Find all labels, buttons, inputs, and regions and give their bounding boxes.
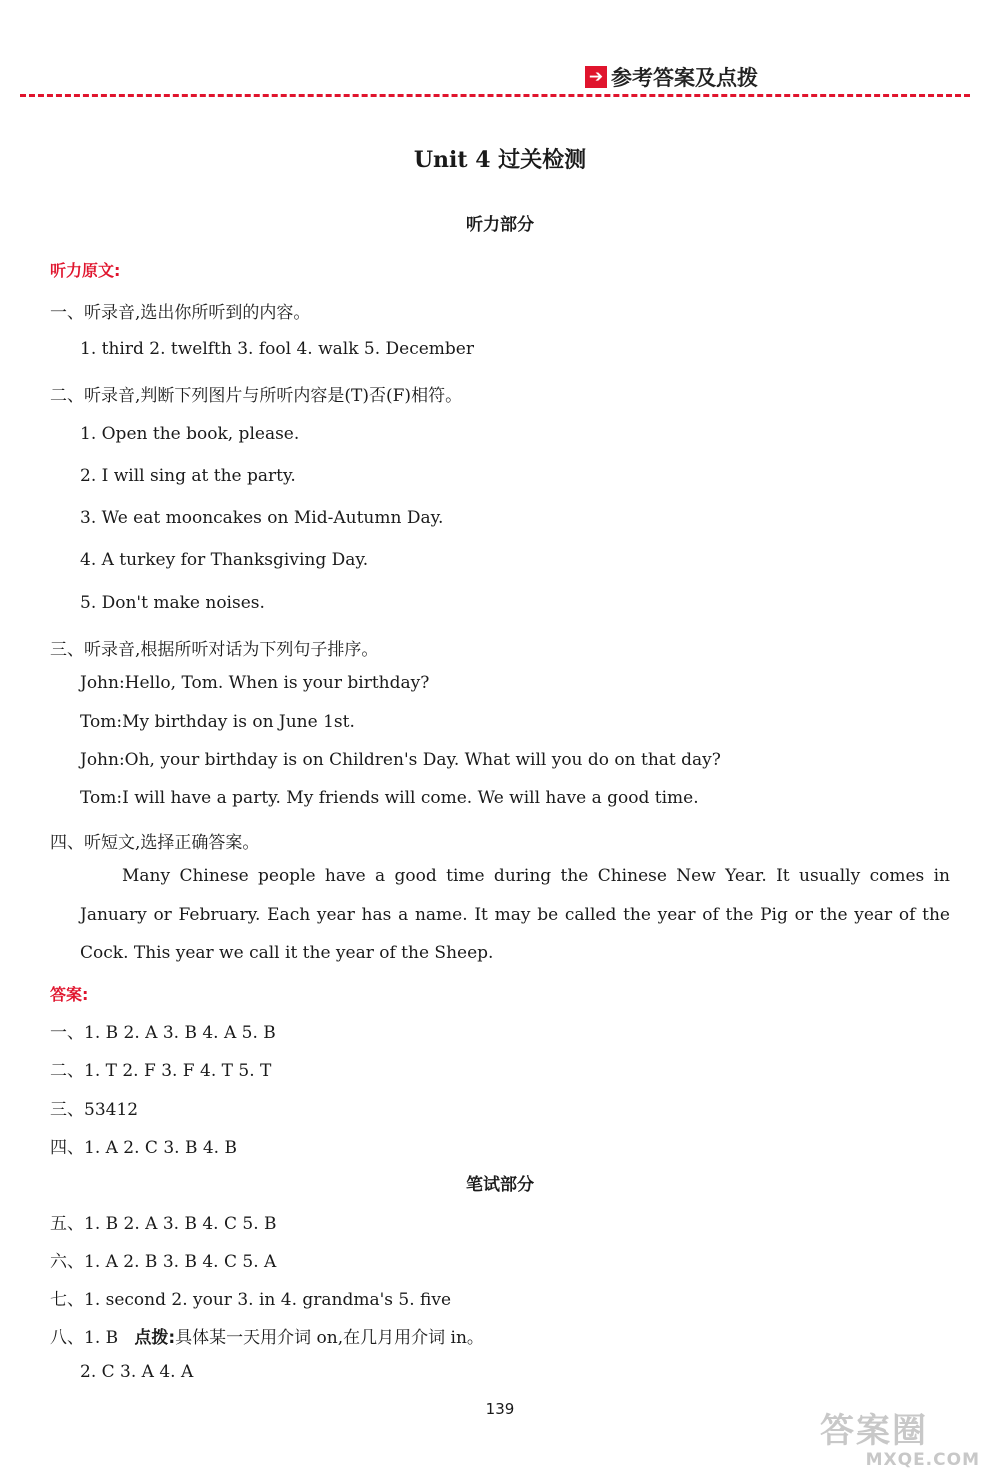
q8-answer-line bbox=[50, 1323, 484, 1348]
header-divider bbox=[20, 94, 970, 97]
q3-dialogue-line: Tom:I will have a party. My friends will come. We will have a good time. bbox=[80, 788, 699, 808]
answer-line: 七、1. second 2. your 3. in 4. grandma's 5. five bbox=[50, 1290, 452, 1310]
answer-line: 五、1. B 2. A 3. B 4. C 5. B bbox=[50, 1214, 277, 1234]
answer-line: 一、1. B 2. A 3. B 4. A 5. B bbox=[50, 1023, 276, 1043]
q2-item: 4. A turkey for Thanksgiving Day. bbox=[80, 550, 369, 570]
answers-label: 答案: bbox=[50, 985, 89, 1004]
watermark-top: 答案圈 bbox=[820, 1411, 928, 1451]
written-section-title: 笔试部分 bbox=[466, 1175, 534, 1195]
q1-items: 1. third 2. twelfth 3. fool 4. walk 5. December bbox=[80, 339, 474, 359]
q2-item: 2. I will sing at the party. bbox=[80, 466, 296, 486]
q4-passage: Many Chinese people have a good time during the Chinese New Year. It usually comes in January or February. Each year has a name. It may be called the year of the Pig or the year of the Cock. This year we call it the year of the Sheep. bbox=[80, 866, 950, 963]
q8-prefix: 八、1. B bbox=[50, 1328, 119, 1348]
q3-dialogue-line: Tom:My birthday is on June 1st. bbox=[80, 712, 355, 732]
q8-hint-label: 点拨: bbox=[134, 1328, 176, 1348]
q3-dialogue-line: John:Oh, your birthday is on Children's Day. What will you do on that day? bbox=[80, 750, 721, 770]
q4-heading: 四、听短文,选择正确答案。 bbox=[50, 833, 260, 853]
q2-heading: 二、听录音,判断下列图片与所听内容是(T)否(F)相符。 bbox=[50, 386, 463, 406]
q3-dialogue-line: John:Hello, Tom. When is your birthday? bbox=[80, 673, 430, 693]
q3-heading: 三、听录音,根据所听对话为下列句子排序。 bbox=[50, 640, 379, 660]
header-label-text: 参考答案及点拨 bbox=[611, 66, 758, 90]
watermark-logo bbox=[820, 1412, 990, 1472]
answer-line: 二、1. T 2. F 3. F 4. T 5. T bbox=[50, 1061, 272, 1081]
arrow-right-icon: ➔ bbox=[585, 66, 607, 88]
page-number: 139 bbox=[485, 1400, 515, 1418]
q2-item: 3. We eat mooncakes on Mid-Autumn Day. bbox=[80, 508, 444, 528]
q1-heading: 一、听录音,选出你所听到的内容。 bbox=[50, 303, 311, 323]
page-title: Unit 4 过关检测 bbox=[413, 147, 587, 173]
q2-item: 1. Open the book, please. bbox=[80, 424, 300, 444]
answer-line: 三、53412 bbox=[50, 1100, 139, 1120]
transcript-label: 听力原文: bbox=[50, 261, 121, 280]
q2-item: 5. Don't make noises. bbox=[80, 593, 265, 613]
q8-rest: 2. C 3. A 4. A bbox=[80, 1362, 194, 1382]
q8-hint-text: 具体某一天用介词 on,在几月用介词 in。 bbox=[175, 1328, 484, 1348]
watermark-bottom: MXQE.COM bbox=[865, 1450, 980, 1470]
listening-section-title: 听力部分 bbox=[466, 215, 534, 235]
answer-line: 四、1. A 2. C 3. B 4. B bbox=[50, 1138, 237, 1158]
answer-line: 六、1. A 2. B 3. B 4. C 5. A bbox=[50, 1252, 277, 1272]
header-label bbox=[585, 62, 758, 92]
